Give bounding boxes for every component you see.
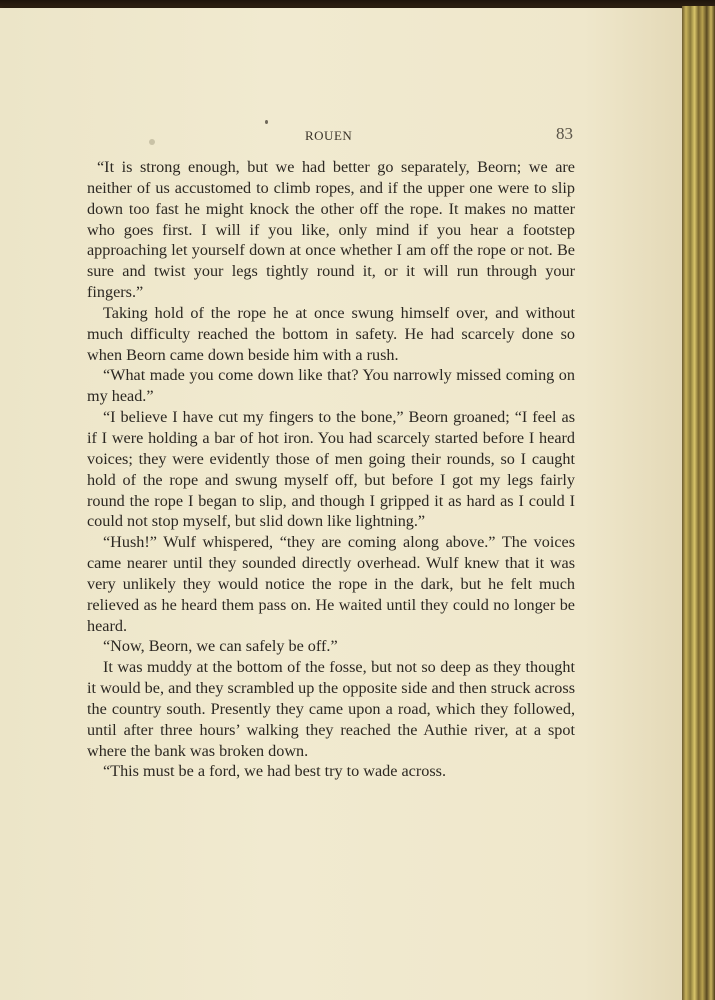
paragraph: “What made you come down like that? You narrowly missed coming on my head.” xyxy=(87,366,575,406)
paragraph: “Now, Beorn, we can safely be off.” xyxy=(103,637,338,656)
page-number: 83 xyxy=(556,124,573,143)
running-head: ROUEN xyxy=(305,128,353,143)
book-spine xyxy=(682,6,715,1000)
paragraph: “It is strong enough, but we had better go separately, Beorn; we are neither of us accustomed to climb ropes, and if the upper one were to slip down too fast he might knock the other off the rope. It makes no matter who goes first. I will if you like, only mind if you hear a footstep approaching let yourself down at once whether I am off the rope or not. Be sure and twist your legs tightly round it, or it will run through your fingers.” xyxy=(87,158,575,302)
paragraph: Taking hold of the rope he at once swung himself over, and without much difficulty reached the bottom in safety. He had scarcely done so when Beorn came down beside him with a rush. xyxy=(87,303,575,364)
paragraph: “This must be a ford, we had best try to wade across. xyxy=(103,762,446,781)
paragraph: “I believe I have cut my fingers to the bone,” Beorn groaned; “I feel as if I were holding a bar of hot iron. You had scarcely started before I heard voices; they were evidently those of men going their rounds, so I caught hold of the rope and swung myself off, but before I got my legs fairly round the rope I began to slip, and though I gripped it as hard as I could I could not stop myself, but slid down like lightning.” xyxy=(87,408,575,531)
body-text xyxy=(87,157,575,782)
paragraph: “Hush!” Wulf whispered, “they are coming along above.” The voices came nearer until they sounded directly overhead. Wulf knew that it was very unlikely they would notice the rope in the dark, but he felt much relieved as he heard them pass on. He waited until they could no longer be heard. xyxy=(87,533,575,635)
page-header xyxy=(0,124,688,144)
paragraph: It was muddy at the bottom of the fosse, but not so deep as they thought it would be, and they scrambled up the opposite side and then struck across the country south. Presently they came upon a road, which they followed, until after three hours’ walking they reached the Authie river, at a spot where the bank was broken down. xyxy=(87,658,575,760)
